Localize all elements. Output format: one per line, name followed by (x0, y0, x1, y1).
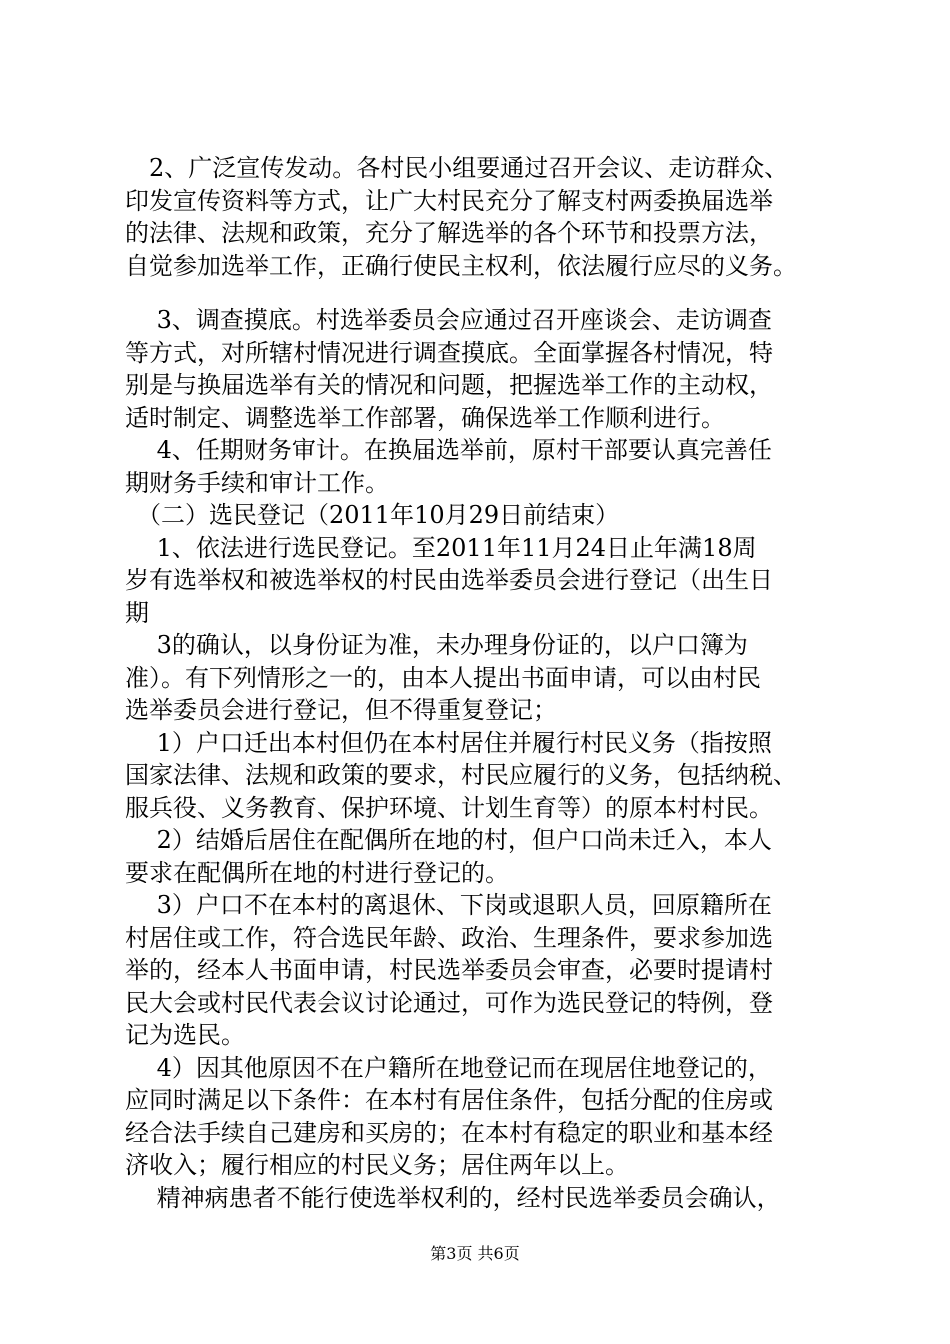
paragraph (125, 727, 840, 825)
text-line: 等方式，对所辖村情况进行调查摸底。全面掌握各村情况，特 (125, 338, 773, 367)
text-line: 4）因其他原因不在户籍所在地登记而在现居住地登记的， (125, 1053, 772, 1082)
text-line: 1）户口迁出本村但仍在本村居住并履行村民义务（指按照 (125, 728, 772, 757)
text-line: 自觉参加选举工作，正确行使民主权利，依法履行应尽的义务。 (125, 251, 797, 280)
paragraph (125, 304, 840, 434)
paragraph (125, 1052, 840, 1182)
text-line: 国家法律、法规和政策的要求，村民应履行的义务，包括纳税、 (125, 761, 797, 789)
paragraph (125, 1182, 840, 1215)
page-footer: 第3页 共6页 (430, 1244, 520, 1263)
text-line: 举的，经本人书面申请，村民选举委员会审查，必要时提请村 (125, 956, 773, 984)
paragraph (125, 889, 840, 1052)
text-line: 4、任期财务审计。在换届选举前，原村干部要认真完善任 (125, 436, 772, 464)
paragraph-gap (125, 282, 840, 304)
text-line: 的法律、法规和政策，充分了解选举的各个环节和投票方法， (125, 219, 773, 247)
paragraph (125, 499, 840, 532)
text-line: 记为选民。 (125, 1021, 245, 1049)
paragraph (125, 629, 840, 727)
paragraph (125, 434, 840, 499)
paragraph (125, 152, 840, 282)
text-line: 期 (125, 598, 149, 627)
paragraph (125, 824, 840, 889)
document-body (125, 152, 840, 1214)
paragraph (125, 532, 840, 630)
text-line: 岁有选举权和被选举权的村民由选举委员会进行登记（出生日 (125, 566, 773, 594)
text-line: 选举委员会进行登记，但不得重复登记； (125, 696, 557, 724)
text-line: 精神病患者不能行使选举权利的，经村民选举委员会确认， (125, 1183, 781, 1212)
text-line: 应同时满足以下条件：在本村有居住条件，包括分配的住房或 (125, 1086, 773, 1114)
text-line: （二）选民登记（2011年10月29日前结束） (125, 501, 620, 529)
text-line: 别是与换届选举有关的情况和问题，把握选举工作的主动权， (125, 371, 773, 399)
text-line: 准）。有下列情形之一的，由本人提出书面申请，可以由村民 (125, 663, 761, 692)
text-line: 服兵役、义务教育、保护环境、计划生育等）的原本村村民。 (125, 793, 773, 822)
text-line: 民大会或村民代表会议讨论通过，可作为选民登记的特例，登 (125, 988, 773, 1017)
text-line: 村居住或工作，符合选民年龄、政治、生理条件，要求参加选 (125, 923, 773, 952)
text-line: 期财务手续和审计工作。 (125, 468, 389, 497)
text-line: 3的确认，以身份证为准，未办理身份证的，以户口簿为 (125, 631, 748, 659)
text-line: 3、调查摸底。村选举委员会应通过召开座谈会、走访调查 (125, 306, 772, 334)
text-line: 2）结婚后居住在配偶所在地的村，但户口尚未迁入，本人 (125, 826, 772, 854)
text-line: 印发宣传资料等方式，让广大村民充分了解支村两委换届选举 (125, 186, 773, 215)
text-line: 3）户口不在本村的离退休、下岗或退职人员，回原籍所在 (125, 891, 772, 919)
text-line: 1、依法进行选民登记。至2011年11月24日止年满18周 (125, 533, 757, 562)
text-line: 要求在配偶所在地的村进行登记的。 (125, 858, 509, 887)
text-line: 2、广泛宣传发动。各村民小组要通过召开会议、走访群众、 (125, 154, 789, 182)
text-line: 经合法手续自己建房和买房的；在本村有稳定的职业和基本经 (125, 1118, 773, 1147)
text-line: 适时制定、调整选举工作部署，确保选举工作顺利进行。 (125, 403, 725, 432)
text-line: 济收入；履行相应的村民义务；居住两年以上。 (125, 1151, 629, 1179)
